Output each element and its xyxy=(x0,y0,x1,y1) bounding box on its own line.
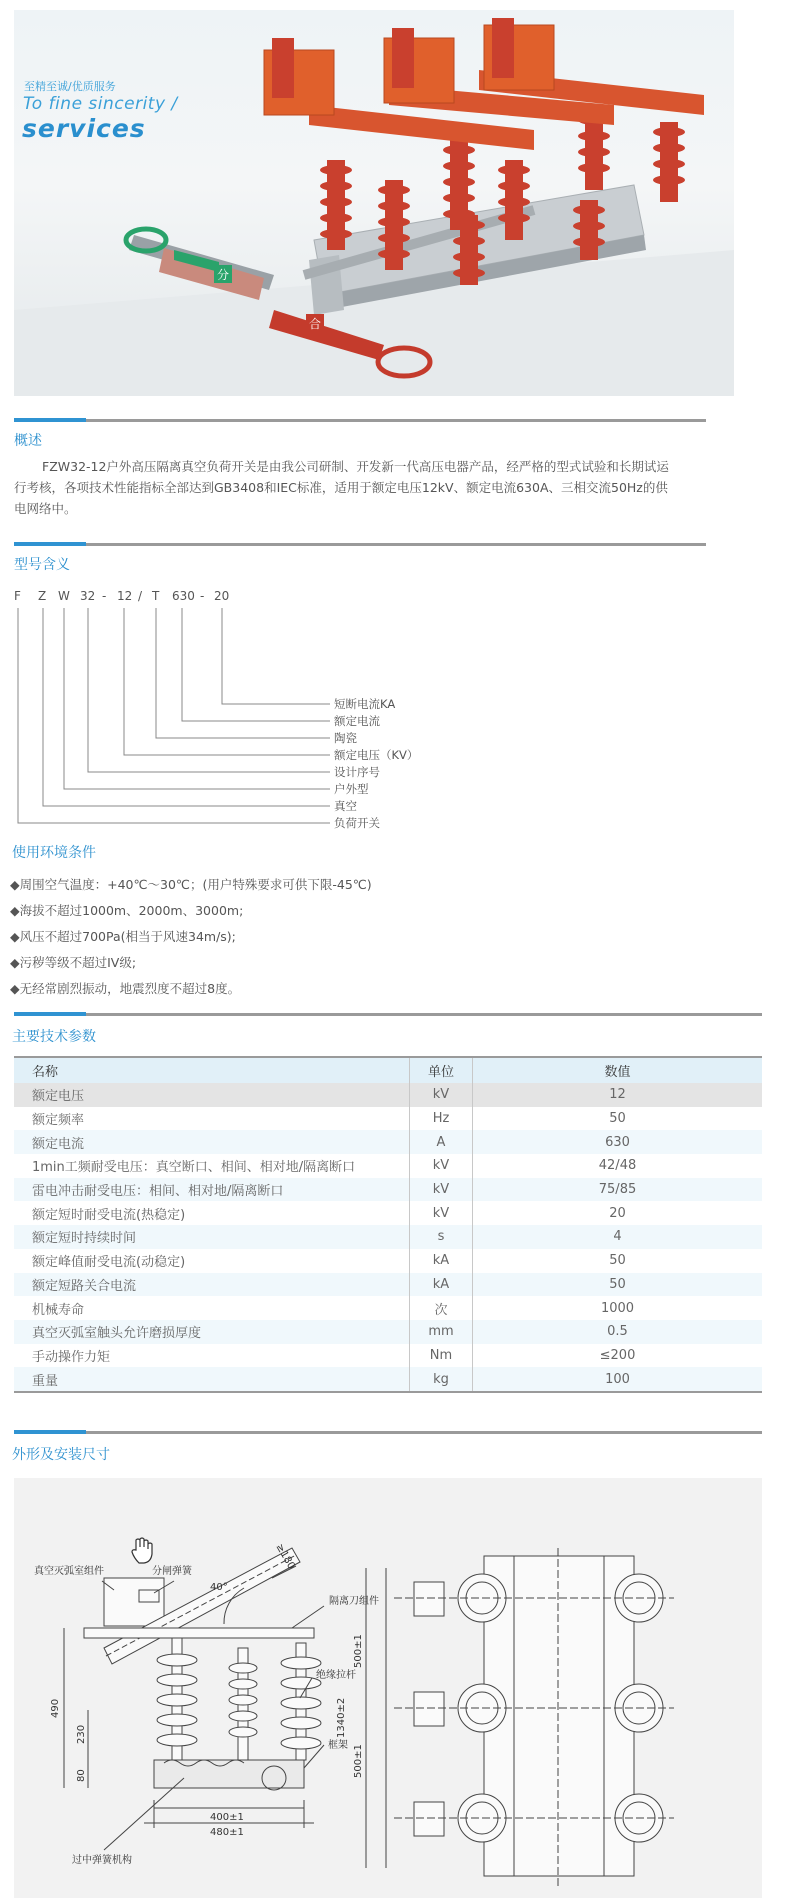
table-row xyxy=(14,1083,762,1107)
table-row xyxy=(14,1296,762,1320)
label-frame: 框架 xyxy=(328,1740,348,1751)
condition-item: ◆无经常剧烈振动，地震烈度不超过8度。 xyxy=(10,981,241,996)
model-code-diagram xyxy=(0,586,792,846)
cell-unit: kV xyxy=(410,1178,473,1202)
cell-value: 12 xyxy=(473,1083,763,1107)
code-char-w: W xyxy=(58,589,70,603)
cell-unit: Nm xyxy=(410,1344,473,1368)
cell-value: 50 xyxy=(473,1107,763,1131)
cell-name: 重量 xyxy=(14,1367,410,1392)
cell-name: 机械寿命 xyxy=(14,1296,410,1320)
cell-unit: mm xyxy=(410,1320,473,1344)
hand-cursor-icon xyxy=(132,1538,152,1563)
cell-value: 4 xyxy=(473,1225,763,1249)
cell-name: 额定频率 xyxy=(14,1107,410,1131)
cell-unit: kg xyxy=(410,1367,473,1392)
dimensions-title: 外形及安装尺寸 xyxy=(12,1447,110,1463)
code-char-20: 20 xyxy=(214,589,230,603)
cell-value: 42/48 xyxy=(473,1154,763,1178)
table-row xyxy=(14,1201,762,1225)
table-row xyxy=(14,1320,762,1344)
table-row xyxy=(14,1273,762,1297)
table-row xyxy=(14,1154,762,1178)
dim-v1340: 1340±2 xyxy=(336,1697,347,1738)
open-mark: 分 xyxy=(217,268,230,282)
close-mark: 合 xyxy=(309,317,322,331)
cell-unit: Hz xyxy=(410,1107,473,1131)
cell-name: 额定峰值耐受电流(动稳定) xyxy=(14,1249,410,1273)
col-name: 名称 xyxy=(14,1057,410,1083)
slogan-cn: 至精至诚/优质服务 xyxy=(24,80,116,93)
col-value: 数值 xyxy=(473,1057,763,1083)
overview-line-3: 电网络中。 xyxy=(14,501,77,516)
code-char-dash-2: - xyxy=(200,589,205,603)
cell-unit: s xyxy=(410,1225,473,1249)
dim-v500-bottom: 500±1 xyxy=(353,1744,364,1778)
cell-name: 手动操作力矩 xyxy=(14,1344,410,1368)
cell-unit: 次 xyxy=(410,1296,473,1320)
table-row xyxy=(14,1130,762,1154)
meaning-load-switch: 负荷开关 xyxy=(334,816,380,830)
cell-name: 雷电冲击耐受电压：相间、相对地/隔离断口 xyxy=(14,1178,410,1202)
condition-item: ◆海拔不超过1000m、2000m、3000m; xyxy=(10,903,244,918)
meaning-design-no: 设计序号 xyxy=(334,765,380,779)
dim-angle: 40° xyxy=(210,1582,228,1593)
cell-value: 630 xyxy=(473,1130,763,1154)
meaning-rated-current: 额定电流 xyxy=(334,714,380,728)
dim-h490: 490 xyxy=(50,1698,61,1718)
cell-name: 额定短时耐受电流(热稳定) xyxy=(14,1201,410,1225)
conditions-title: 使用环境条件 xyxy=(12,845,96,861)
cell-unit: kA xyxy=(410,1273,473,1297)
cell-name: 额定电压 xyxy=(14,1083,410,1107)
slogan-en: To fine sincerity / xyxy=(23,94,178,114)
cell-value: 50 xyxy=(473,1249,763,1273)
cell-name: 额定短路关合电流 xyxy=(14,1273,410,1297)
label-vacuum-assembly: 真空灭弧室组件 xyxy=(34,1566,104,1577)
cell-value: 20 xyxy=(473,1201,763,1225)
label-insulating-rod: 绝缘拉杆 xyxy=(316,1670,356,1681)
cell-unit: kV xyxy=(410,1154,473,1178)
cell-name: 额定短时持续时间 xyxy=(14,1225,410,1249)
specs-title: 主要技术参数 xyxy=(12,1029,96,1045)
cell-name: 额定电流 xyxy=(14,1130,410,1154)
table-row xyxy=(14,1367,762,1392)
meaning-short-break: 短断电流KA xyxy=(334,697,396,711)
overview-title: 概述 xyxy=(14,433,42,449)
meaning-ceramic: 陶瓷 xyxy=(334,731,357,745)
model-title: 型号含义 xyxy=(14,557,70,573)
condition-item: ◆周围空气温度：+40℃～30℃；(用户特殊要求可供下限-45℃) xyxy=(10,877,372,892)
label-knife-assembly: 隔离刀组件 xyxy=(329,1596,379,1607)
code-char-dash-1: - xyxy=(102,589,107,603)
cell-value: 0.5 xyxy=(473,1320,763,1344)
cell-value: 100 xyxy=(473,1367,763,1392)
cell-value: 1000 xyxy=(473,1296,763,1320)
cell-unit: kV xyxy=(410,1201,473,1225)
conditions-list xyxy=(10,872,372,1002)
label-opening-spring: 分闸弹簧 xyxy=(152,1566,192,1577)
table-row xyxy=(14,1225,762,1249)
cell-value: ≤200 xyxy=(473,1344,763,1368)
code-char-12: 12 xyxy=(117,589,133,603)
slogan-services: services xyxy=(22,114,146,143)
code-char-32: 32 xyxy=(80,589,96,603)
dim-w400: 400±1 xyxy=(210,1812,244,1823)
dim-v500-top: 500±1 xyxy=(353,1634,364,1668)
condition-item: ◆风压不超过700Pa(相当于风速34m/s); xyxy=(10,929,236,944)
overview-line-2: 行考核，各项技术性能指标全部达到GB3408和IEC标准，适用于额定电压12kV、额定电流630A、三相交流50Hz的供 xyxy=(14,480,668,495)
table-row xyxy=(14,1107,762,1131)
meaning-vacuum: 真空 xyxy=(334,799,357,813)
code-char-f: F xyxy=(14,589,21,603)
meaning-rated-voltage: 额定电压（KV） xyxy=(334,748,419,762)
specs-section-header xyxy=(12,1012,762,1045)
cell-unit: A xyxy=(410,1130,473,1154)
dim-h230: 230 xyxy=(76,1724,87,1744)
overview-section-header xyxy=(14,418,706,449)
table-row xyxy=(14,1344,762,1368)
cell-unit: kV xyxy=(410,1083,473,1107)
dimension-drawing xyxy=(14,1478,762,1898)
cell-unit: kA xyxy=(410,1249,473,1273)
cell-value: 50 xyxy=(473,1273,763,1297)
label-overcenter-spring: 过中弹簧机构 xyxy=(72,1855,132,1866)
specs-header-row xyxy=(14,1057,762,1083)
code-char-slash: / xyxy=(138,589,143,603)
cell-value: 75/85 xyxy=(473,1178,763,1202)
specs-table xyxy=(14,1056,762,1393)
code-char-z: Z xyxy=(38,589,47,603)
cell-name: 1min工频耐受电压：真空断口、相间、相对地/隔离断口 xyxy=(14,1154,410,1178)
condition-item: ◆污秽等级不超过IV级; xyxy=(10,955,137,970)
dimensions-section-header xyxy=(12,1430,762,1463)
dim-length-180: ≥180 xyxy=(273,1542,297,1572)
model-section-header xyxy=(14,542,706,573)
code-char-t: T xyxy=(152,589,160,603)
table-row xyxy=(14,1249,762,1273)
cell-name: 真空灭弧室触头允许磨损厚度 xyxy=(14,1320,410,1344)
dim-w480: 480±1 xyxy=(210,1827,244,1838)
dim-h80: 80 xyxy=(76,1769,87,1782)
overview-line-1: FZW32-12户外高压隔离真空负荷开关是由我公司研制、开发新一代高压电器产品，经严格的型式试验和长期试运 xyxy=(42,459,669,474)
table-row xyxy=(14,1178,762,1202)
col-unit: 单位 xyxy=(410,1057,473,1083)
hero-banner xyxy=(14,10,734,396)
code-char-630: 630 xyxy=(172,589,195,603)
product-photo xyxy=(14,10,734,396)
meaning-outdoor: 户外型 xyxy=(334,782,369,796)
